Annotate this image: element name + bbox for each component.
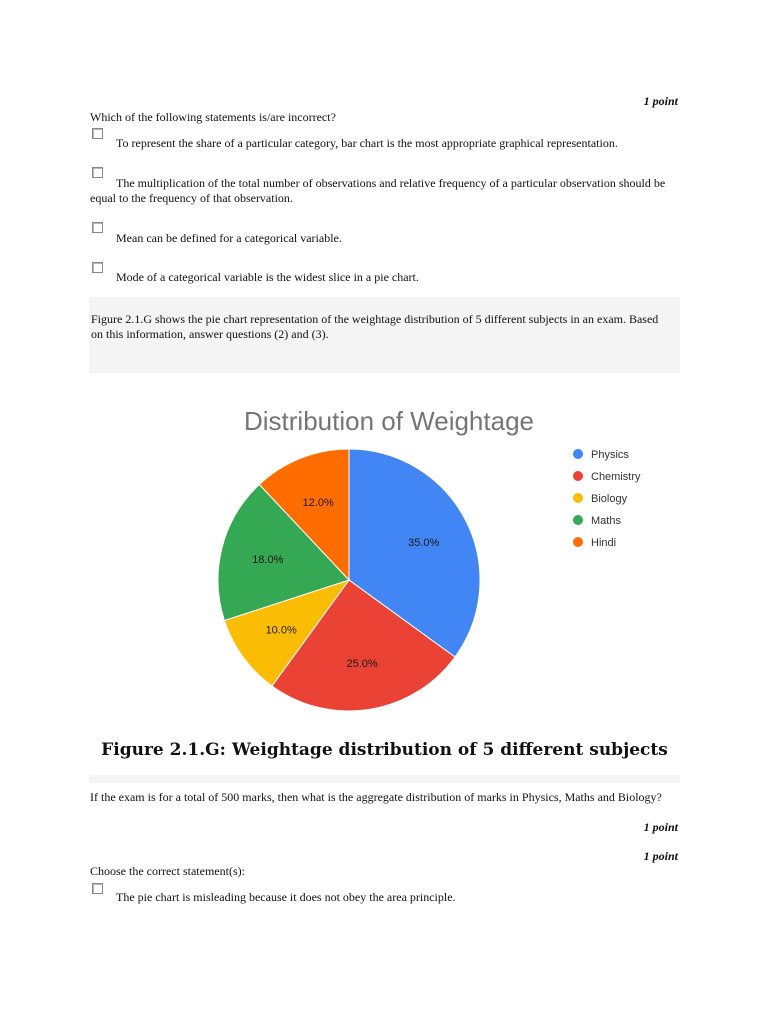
pie-chart bbox=[89, 373, 680, 775]
legend-label-chemistry: Chemistry bbox=[591, 471, 641, 483]
legend-marker-chemistry bbox=[573, 471, 583, 481]
intro-panel bbox=[89, 297, 680, 373]
pie-label-maths: 18.0% bbox=[252, 554, 284, 567]
q1-points: 1 point bbox=[643, 94, 678, 108]
legend-label-physics: Physics bbox=[591, 449, 629, 461]
legend-marker-biology bbox=[573, 493, 583, 503]
legend-label-hindi: Hindi bbox=[591, 537, 617, 549]
q1-option-4-checkbox[interactable] bbox=[92, 262, 103, 273]
q3-question: Choose the correct statement(s): bbox=[90, 864, 245, 878]
q3-option-1-label: The pie chart is misleading because it does not obey the area principle. bbox=[116, 890, 456, 904]
legend-marker-hindi bbox=[573, 537, 583, 547]
q1-question: Which of the following statements is/are incorrect? bbox=[90, 110, 336, 124]
q1-option-1-label: To represent the share of a particular category, bar chart is the most appropriate graphical representation. bbox=[116, 136, 618, 150]
pie-label-hindi: 12.0% bbox=[302, 497, 334, 510]
legend-label-maths: Maths bbox=[591, 515, 621, 527]
pie-label-physics: 35.0% bbox=[408, 536, 440, 549]
chart-area bbox=[89, 373, 680, 775]
figure-panel bbox=[89, 373, 680, 783]
q1-option-3-checkbox[interactable] bbox=[92, 222, 103, 233]
pie-label-chemistry: 25.0% bbox=[346, 657, 378, 670]
pie-label-biology: 10.0% bbox=[265, 624, 297, 637]
q2-question: If the exam is for a total of 500 marks, then what is the aggregate distribution of marks in Physics, Maths and Biology? bbox=[90, 790, 662, 804]
intro-text: Figure 2.1.G shows the pie chart representation of the weightage distribution of 5 different subjects in an exam. Based on this information, answer questions (2) and (3). bbox=[91, 312, 659, 341]
legend-marker-physics bbox=[573, 449, 583, 459]
legend-label-biology: Biology bbox=[591, 493, 628, 505]
q2-points: 1 point bbox=[643, 820, 678, 834]
chart-title: Distribution of Weightage bbox=[243, 406, 535, 436]
q1-option-3-label: Mean can be defined for a categorical variable. bbox=[116, 231, 342, 245]
figure-caption: Figure 2.1.G: Weightage distribution of 5 different subjects bbox=[101, 740, 668, 760]
q3-option-1-checkbox[interactable] bbox=[92, 883, 103, 894]
q1-option-2-label: The multiplication of the total number of observations and relative frequency of a particular observation should be equal to the frequency of that observation. bbox=[90, 176, 666, 205]
q1-option-1-checkbox[interactable] bbox=[92, 128, 103, 139]
q1-option-4-label: Mode of a categorical variable is the widest slice in a pie chart. bbox=[116, 270, 419, 284]
q3-points: 1 point bbox=[643, 849, 678, 863]
legend-marker-maths bbox=[573, 515, 583, 525]
